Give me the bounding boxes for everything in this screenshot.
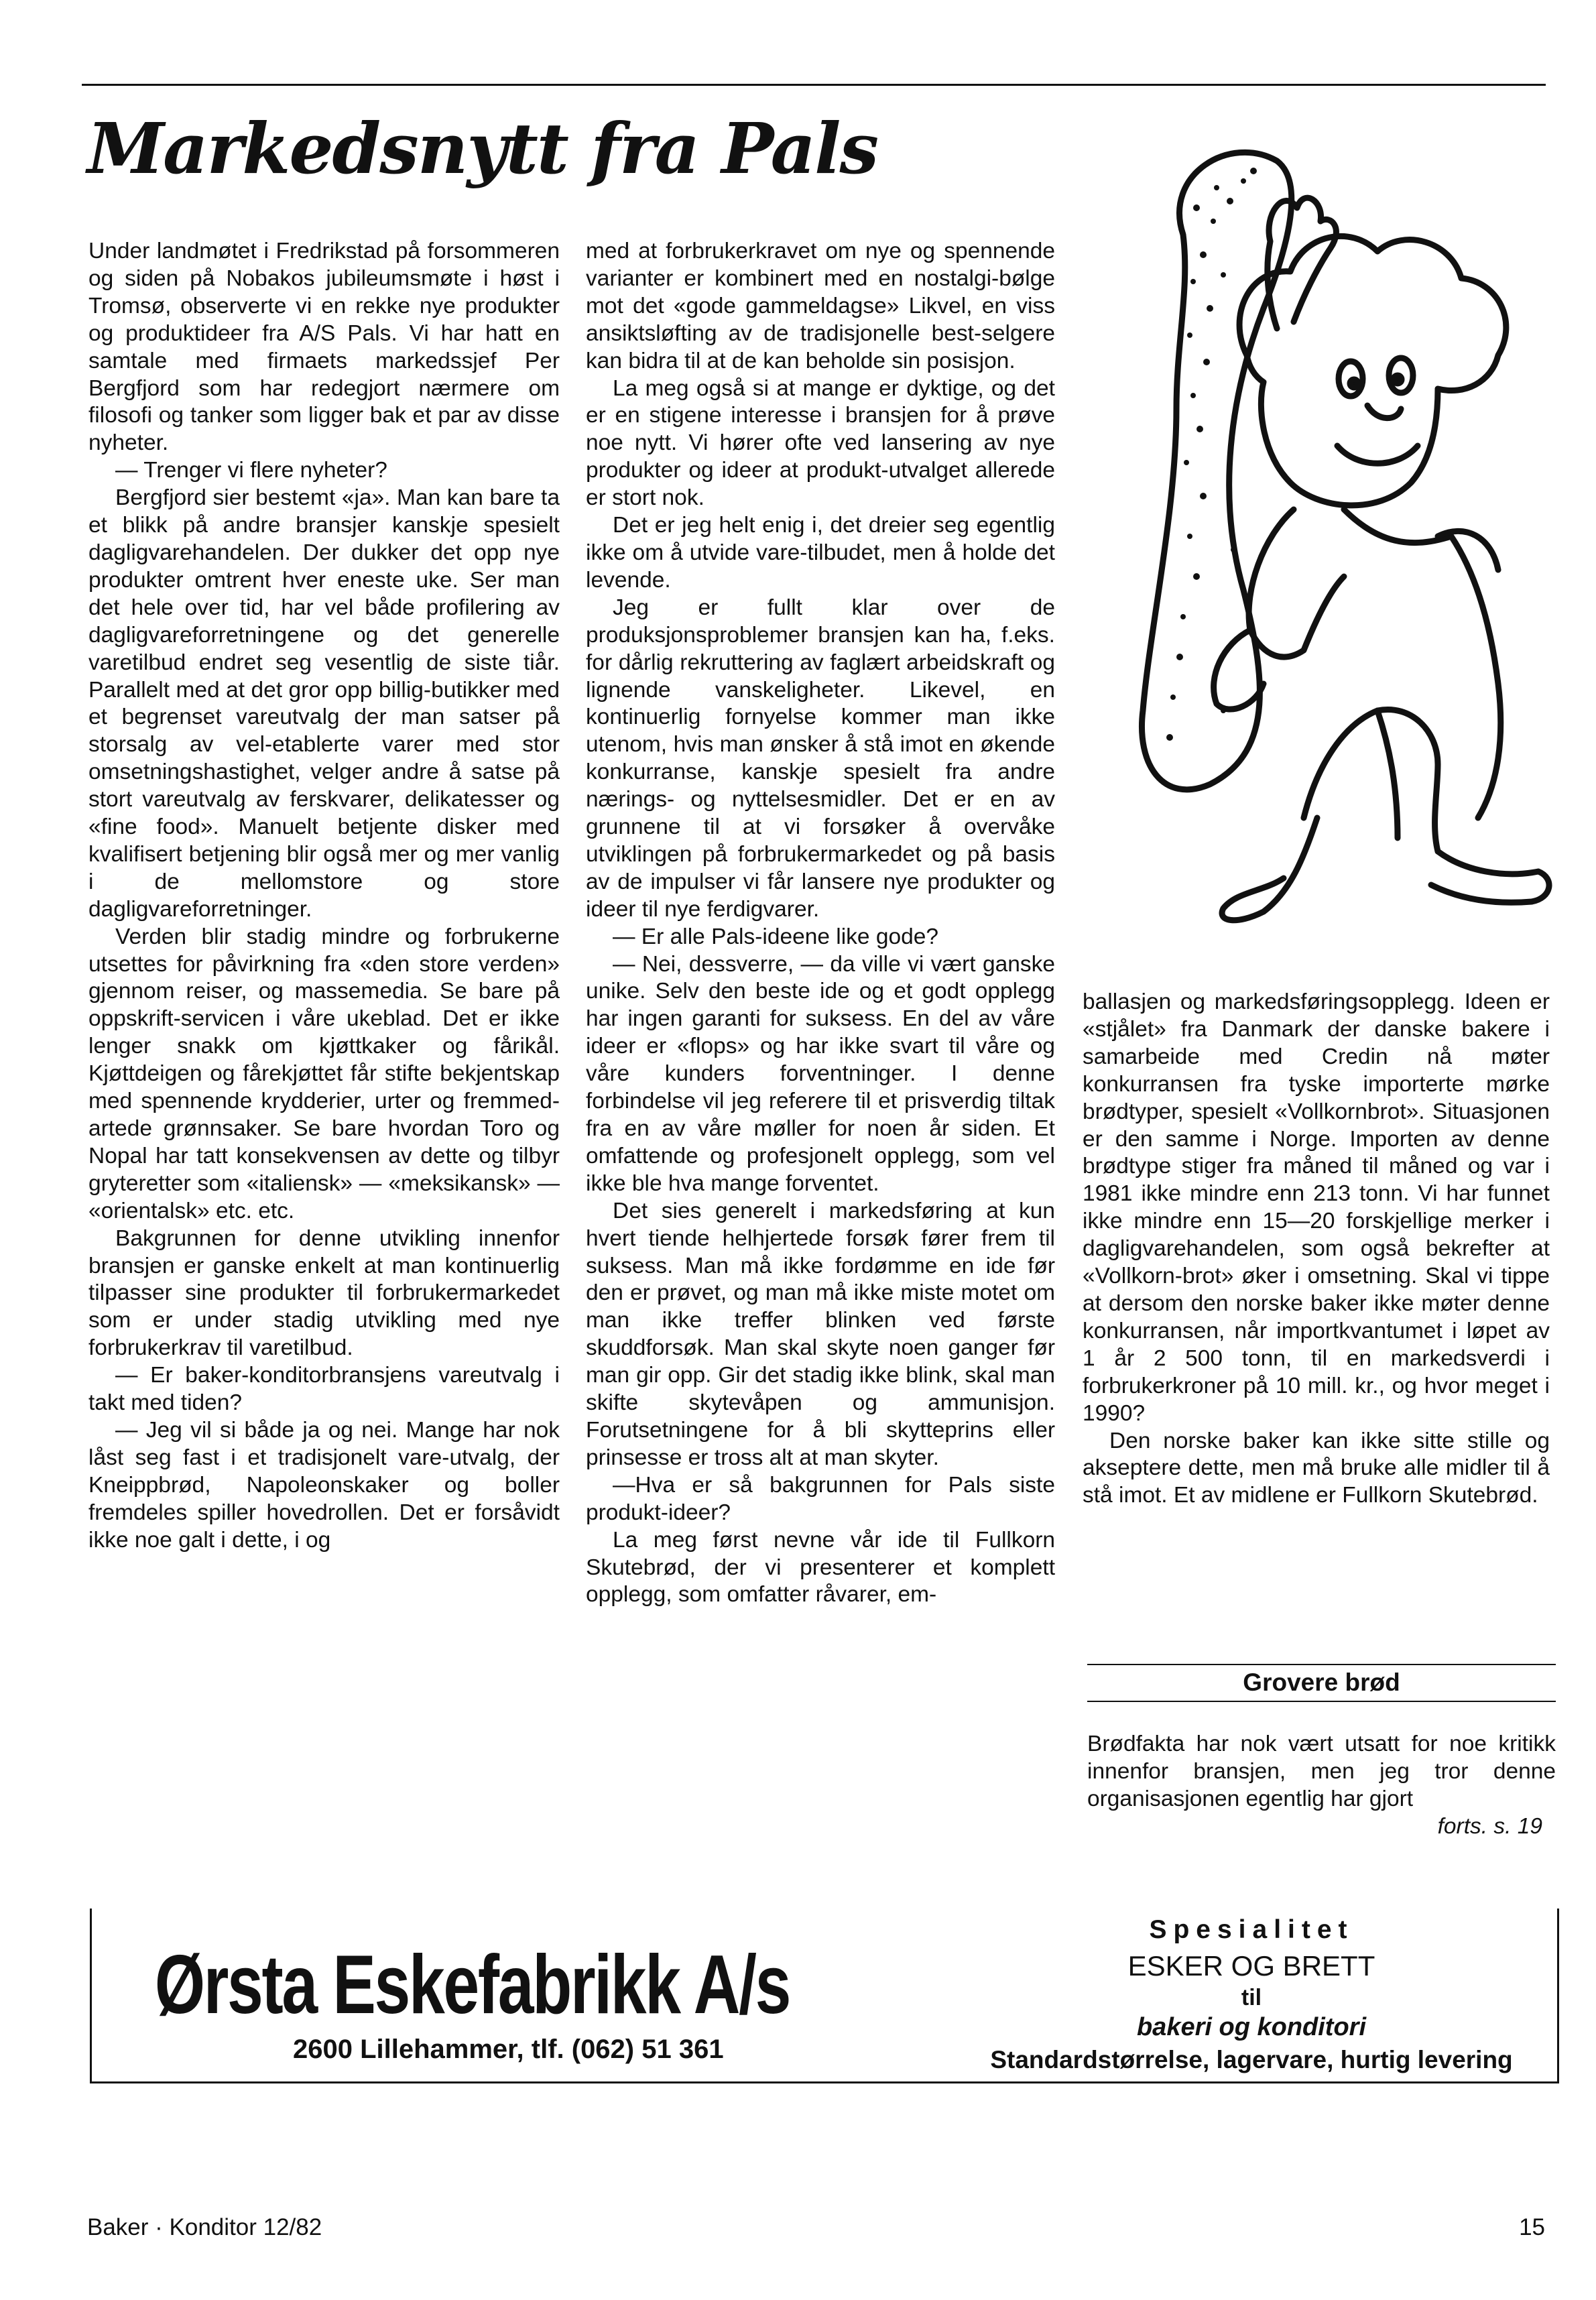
page-number: 15 bbox=[1519, 2214, 1545, 2240]
top-rule bbox=[82, 84, 1546, 86]
continued-note: forts. s. 19 bbox=[1437, 1813, 1542, 1839]
paragraph: ballasjen og markedsføringsopplegg. Ideen er «stjålet» fra Danmark der danske bakere i samarbeide med Credin nå møter konkurransen fra tyske importerte mørke brødtyper, spesielt «Vollkornbrot». Situasjonen er den samme i Norge. Importen av denne brødtype stiger fra måned til måned og var i 1981 ikke mindre enn 213 tonn. Vi har funnet ikke mindre enn 15—20 forskjellige merker i dagligvarehandelen, som også bekrefter at «Vollkorn-brot» øker i omsetning. Skal vi tippe at dersom den norske baker ikke møter denne konkurransen, når importkvantumet i løpet av 1 år 2 500 tonn, til en markedsverdi i forbrukerkroner på 10 mill. kr., og hvor meget i 1990? bbox=[1083, 989, 1550, 1426]
paragraph: Bergfjord sier bestemt «ja». Man kan bare ta et blikk på andre bransjer kanskje spesielt dagligvarehandelen. Der dukker det opp nye produkter omtrent hver eneste uke. Ser man det hele over tid, har vel både profilering av dagligvareforretningene og det generelle varetilbud endret seg vesentlig de siste tiår. Parallelt med at det gror opp billig-butikker med et begrenset vareutvalg der man satser på storsalg av vel-etablerte varer med stor omsetningshastighet, velger andre å satse på stort vareutvalg av ferskvarer, delikatesser og «fine food». Manuelt betjente disker med kvalifisert betjening blir også mer og mer vanlig i de mellomstore og store dagligvareforretninger. bbox=[88, 485, 560, 922]
paragraph: Bakgrunnen for denne utvikling innenfor bransjen er ganske enkelt at man kontinuerlig tilpasser sine produkter til forbrukermarkedet som er under stadig utvikling med nye forbrukerkrav til varetilbud. bbox=[88, 1225, 560, 1361]
paragraph: Verden blir stadig mindre og forbrukerne utsettes for påvirkning fra «den store verden» gjennom reiser, og massemedia. Se bare på oppskrift-servicen i våre ukeblad. Det er ikke lenger snakk om kjøttkaker og fårikål. Kjøttdeigen og fårekjøttet får stifte bekjentskap med spennende krydderier, urter og fremmed-artede grønnsaker. Se bare hvordan Toro og Nopal har tatt konsekvensen av dette og tilbyr gryteretter som «italiensk» — «meksikansk» — «orientalsk» etc. etc. bbox=[88, 924, 560, 1223]
ad-specialty: Spesialitet bbox=[1149, 1915, 1354, 1944]
paragraph: Under landmøtet i Fredrikstad på forsommeren og siden på Nobakos jubileumsmøte i høst i Tromsø, observerte vi en rekke nye produkter og produktideer fra A/S Pals. Vi har hatt en samtale med firmaets markedssjef Per Bergfjord som har redegjort nærmere om filosofi og tanker som ligger bak et par av disse nyheter. bbox=[88, 239, 560, 456]
ad-til: til bbox=[1241, 1985, 1262, 2010]
paragraph: Jeg er fullt klar over de produksjonsproblemer bransjen kan ha, f.eks. for dårlig rekruttering av faglært arbeidskraft og lignende vanskeligheter. Likevel, en kontinuerlig fornyelse kommer man ikke utenom, hvis man ønsker å stå imot en økende konkurranse, kanskje spesielt fra andre nærings- og nyttelsesmidler. Det er en av grunnene til at vi forsøker å overvåke utviklingen på forbrukermarkedet og på basis av de impulser vi får lansere nye produkter og ideer til nye ferdigvarer. bbox=[586, 595, 1055, 922]
article-column-2 bbox=[586, 238, 1055, 1609]
sidebar-paragraph: Brødfakta har nok vært utsatt for noe kritikk innenfor bransjen, men jeg tror denne organisasjonen egentlig har gjort bbox=[1087, 1732, 1556, 1811]
ad-company-name: Ørsta Eskefabrikk A/s bbox=[154, 1939, 790, 2031]
sidebar-title-rule bbox=[1087, 1701, 1556, 1702]
article-column-3 bbox=[1083, 989, 1550, 1510]
advertisement bbox=[90, 1909, 1559, 2083]
sidebar-text bbox=[1087, 1731, 1556, 1841]
paragraph: — Er alle Pals-ideene like gode? bbox=[613, 924, 939, 949]
ad-product-block bbox=[957, 1909, 1546, 2081]
paragraph: — Er baker-konditorbransjens vareutvalg i takt med tiden? bbox=[88, 1363, 560, 1416]
paragraph: Den norske baker kan ikke sitte stille og akseptere dette, men må bruke alle midler til å stå imot. Et av midlene er Fullkorn Skutebrød. bbox=[1083, 1428, 1550, 1508]
paragraph: med at forbrukerkravet om nye og spennende varianter er kombinert med en nostalgi-bølge mot det «gode gammeldagse» Likvel, en viss ansiktsløfting av de tradisjonelle best-selgere kan bidra til at de kan beholde sin posisjon. bbox=[586, 239, 1055, 373]
article-column-1 bbox=[88, 238, 560, 1555]
sidebar-title: Grovere brød bbox=[1243, 1669, 1400, 1696]
ad-target: bakeri og konditori bbox=[1136, 2013, 1367, 2041]
paragraph: —Hva er så bakgrunnen for Pals siste produkt-ideer? bbox=[586, 1472, 1055, 1525]
paragraph: Det er jeg helt enig i, det dreier seg egentlig ikke om å utvide vare-tilbudet, men å holde det levende. bbox=[586, 513, 1055, 593]
baker-holding-bread-icon bbox=[1062, 107, 1558, 972]
paragraph: La meg først nevne vår ide til Fullkorn Skutebrød, der vi presenterer et komplett opplegg, som omfatter råvarer, em- bbox=[586, 1527, 1055, 1608]
paragraph: La meg også si at mange er dyktige, og det er en stigene interesse i bransjen for å prøve noe nytt. Vi hører ofte ved lansering av nye produkter og ideer at produkt-utvalget allerede er stort nok. bbox=[586, 375, 1055, 511]
paragraph: — Jeg vil si både ja og nei. Mange har nok låst seg fast i et tradisjonelt vare-utvalg, der Kneippbrød, Napoleonskaker og boller fremdeles spiller hovedrollen. Det er forsåvidt ikke noe galt i dette, i og bbox=[88, 1417, 560, 1553]
paragraph: Det sies generelt i markedsføring at kun hvert tiende helhjertede forsøk fører frem til suksess. Man må ikke fordømme en ide før den er prøvet, og man må ikke miste motet om man ikke treffer blinken ved første skuddforsøk. Man skal skyte noen ganger før man gir opp. Gir det stadig ikke blink, skal man skifte skytevåpen og ammunisjon. Forutsetningene for å bli skytteprins eller prinsesse er tross alt at man skyter. bbox=[586, 1198, 1055, 1470]
ad-address: 2600 Lillehammer, tlf. (062) 51 361 bbox=[293, 2035, 724, 2064]
footer-publication: Baker · Konditor 12/82 bbox=[87, 2214, 322, 2240]
ad-product: ESKER OG BRETT bbox=[1127, 1950, 1375, 1982]
article-title: Markedsnytt fra Pals bbox=[87, 107, 878, 190]
ad-company-block bbox=[92, 1909, 997, 2081]
paragraph: — Trenger vi flere nyheter? bbox=[115, 458, 387, 483]
sidebar-top-rule bbox=[1087, 1664, 1556, 1665]
ad-features: Standardstørrelse, lagervare, hurtig levering bbox=[990, 2046, 1513, 2073]
paragraph: — Nei, dessverre, — da ville vi vært ganske unike. Selv den beste ide og et godt opplegg har ingen garanti for suksess. En del av våre ideer er «flops» og har ikke svart til våre og våre kunders forventninger. I denne forbindelse vil jeg referere til et prisverdig tiltak fra en av våre møller for noen år siden. Et omfattende og profesjonelt opplegg, som vel ikke ble hva mange forventet. bbox=[586, 951, 1055, 1196]
